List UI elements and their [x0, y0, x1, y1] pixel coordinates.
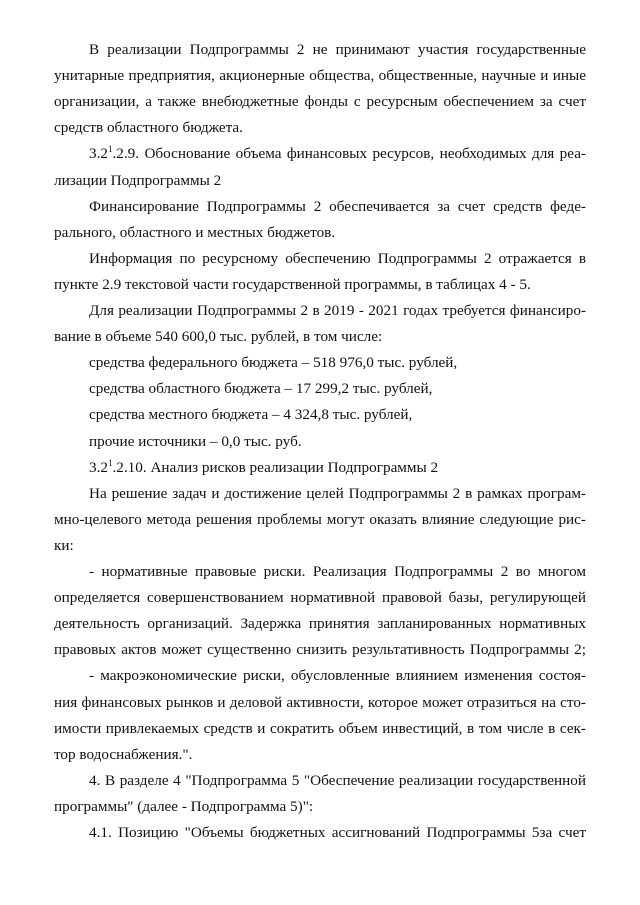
text-line: [54, 640, 586, 660]
text-line: [54, 614, 586, 634]
line-text: рального, областного и местных бюджетов.: [54, 223, 336, 241]
line-text: организации, а также внебюджетные фонды с ресурсным обеспечением за счет: [54, 93, 586, 111]
line-text: 4.1. Позицию "Объемы бюджетных ассигнований Подпрограммы 5за счет: [89, 824, 586, 841]
text-line: [54, 118, 586, 138]
text-line: [89, 562, 586, 582]
text-line: [54, 510, 586, 530]
line-text: На решение задач и достижение целей Подпрограммы 2 в рамках програм-: [89, 484, 586, 502]
line-text: программы" (далее - Подпрограмма 5)":: [54, 797, 314, 815]
line-text: деятельность организаций. Задержка принятия запланированных нормативных: [54, 615, 586, 633]
line-text: тор водоснабжения.".: [54, 745, 193, 763]
text-line: [54, 327, 586, 347]
text-line: [89, 432, 586, 452]
line-text: лизации Подпрограммы 2: [54, 171, 222, 189]
text-line: [89, 249, 586, 269]
line-text: средства местного бюджета – 4 324,8 тыс. рублей,: [89, 406, 413, 424]
superscript: 1: [107, 457, 113, 468]
text-line: [54, 588, 586, 608]
text-line: [89, 40, 586, 60]
line-text: правовых актов может существенно снизить результативность Подпрограммы 2;: [54, 641, 586, 659]
line-text: средства областного бюджета – 17 299,2 тыс. рублей,: [89, 380, 433, 398]
text-line: [89, 144, 586, 164]
text-line: [89, 823, 586, 843]
text-line: [89, 353, 586, 373]
line-text: средств областного бюджета.: [54, 119, 243, 137]
text-line: [89, 666, 586, 686]
text-line: [89, 405, 586, 425]
line-text: В реализации Подпрограммы 2 не принимают участия государственные: [89, 41, 586, 58]
line-text: ния финансовых рынков и деловой активности, которое может отразиться на сто-: [54, 693, 586, 711]
line-text: Информация по ресурсному обеспечению Подпрограммы 2 отражается в: [89, 249, 586, 267]
text-line: [89, 197, 586, 217]
line-text: средства федерального бюджета – 518 976,0 тыс. рублей,: [89, 354, 458, 372]
text-line: [54, 536, 586, 556]
text-line: [89, 458, 586, 478]
text-line: [89, 301, 586, 321]
line-text: вание в объеме 540 600,0 тыс. рублей, в том числе:: [54, 328, 383, 346]
line-text: - нормативные правовые риски. Реализация Подпрограммы 2 во многом: [89, 563, 586, 580]
text-line: [54, 693, 586, 713]
text-line: [89, 379, 586, 399]
text-line: [54, 275, 586, 295]
text-line: [54, 745, 586, 765]
text-line: [54, 223, 586, 243]
text-line: [54, 797, 586, 817]
line-text: Финансирование Подпрограммы 2 обеспечивается за счет средств феде-: [89, 197, 586, 215]
text-line: [89, 771, 586, 791]
line-text: ки:: [54, 536, 74, 554]
superscript: 1: [107, 144, 113, 155]
line-text: .2.10. Анализ рисков реализации Подпрограммы 2: [112, 458, 439, 476]
line-text: Для реализации Подпрограммы 2 в 2019 - 2021 годах требуется финансиро-: [89, 302, 586, 319]
line-text: имости привлекаемых средств и сократить объем инвестиций, в том числе в сек-: [54, 719, 586, 737]
line-text: - макроэкономические риски, обусловленные влиянием изменения состоя-: [89, 667, 586, 685]
line-text: определяется совершенствованием нормативной правовой базы, регулирующей: [54, 589, 586, 607]
line-text: прочие источники – 0,0 тыс. руб.: [89, 432, 302, 450]
line-text: 4. В разделе 4 "Подпрограмма 5 "Обеспечение реализации государственной: [89, 771, 586, 789]
line-text: .2.9. Обоснование объема финансовых ресурсов, необходимых для реа-: [112, 145, 586, 163]
text-line: [54, 92, 586, 112]
line-text: мно-целевого метода решения проблемы могут оказать влияние следующие рис-: [54, 510, 586, 528]
text-line: [89, 484, 586, 504]
line-text: пункте 2.9 текстовой части государственной программы, в таблицах 4 - 5.: [54, 275, 531, 293]
section-number: 3.2: [89, 458, 108, 476]
text-line: [54, 66, 586, 86]
line-text: унитарные предприятия, акционерные общества, общественные, научные и иные: [54, 67, 586, 85]
text-line: [54, 719, 586, 739]
section-number: 3.2: [89, 145, 108, 163]
text-line: [54, 171, 586, 191]
